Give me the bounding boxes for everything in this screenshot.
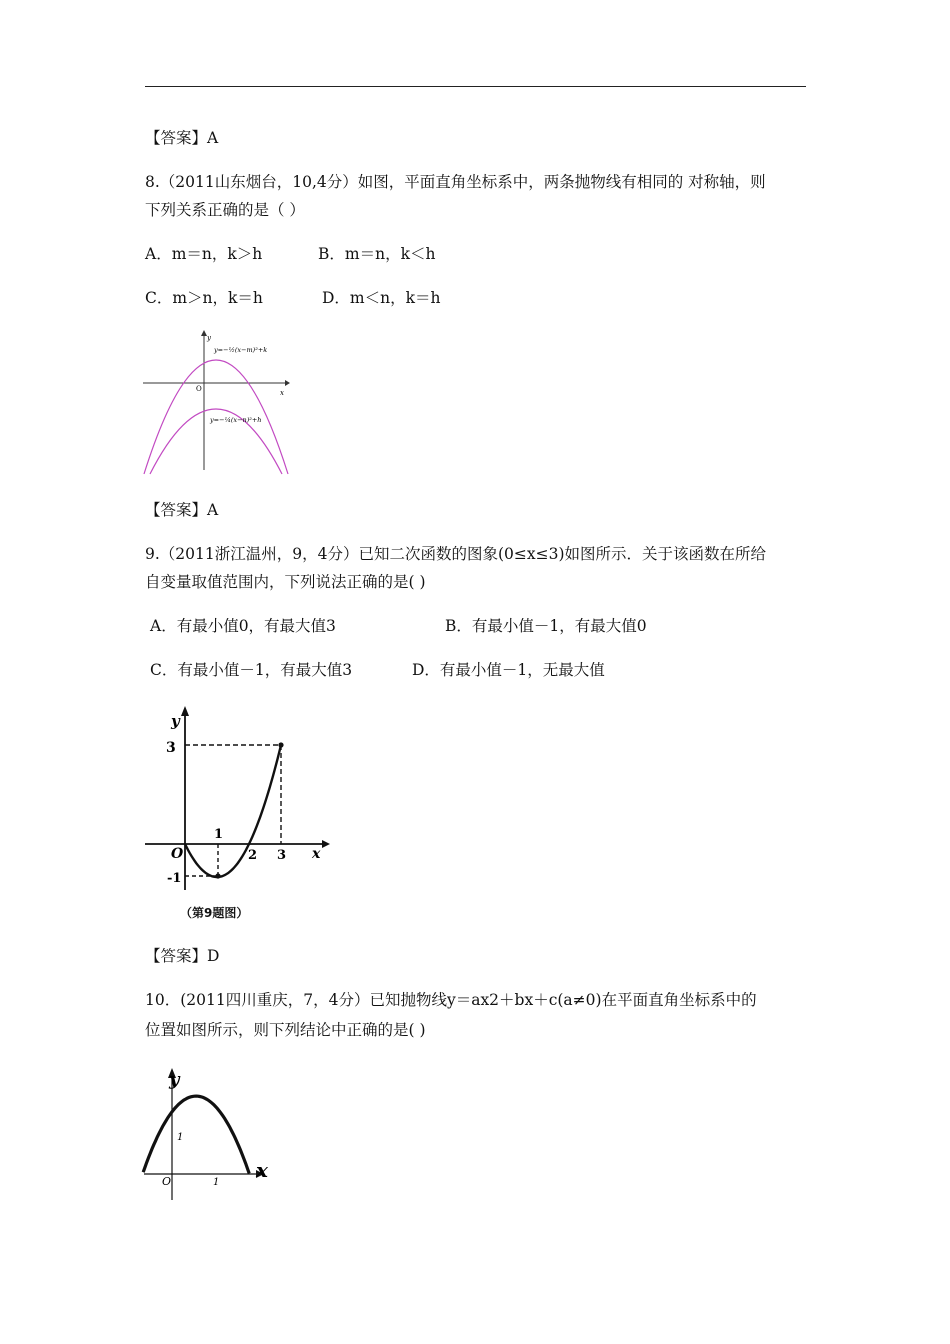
- q8-text-line1: 8.（2011山东烟台，10,4分）如图，平面直角坐标系中，两条抛物线有相同的 对称轴，则: [145, 173, 766, 191]
- x-arrow-icon: [322, 840, 330, 848]
- q9-option-d: D．有最小值－1，无最大值: [412, 661, 605, 679]
- q9-option-a: A．有最小值0，有最大值3: [150, 617, 336, 635]
- q9-figure-caption: （第9题图）: [180, 906, 249, 920]
- q8-option-c: C．m＞n，k＝h: [145, 289, 263, 307]
- q8-option-d: D．m＜n，k＝h: [322, 289, 441, 307]
- q8-text-line2: 下列关系正确的是（ ）: [145, 201, 305, 219]
- q8-curve1-label: y=−½(x−m)²+k: [214, 346, 268, 354]
- q8-curve2-label: y=−¼(x−n)²+h: [210, 416, 262, 424]
- answer-q7: 【答案】A: [145, 129, 219, 147]
- answer-q8: 【答案】A: [145, 501, 219, 519]
- q8-figure: [140, 328, 300, 478]
- q9-tick-x1: 1: [214, 827, 224, 842]
- q10-origin-label: O: [162, 1175, 172, 1188]
- q10-text-line2: 位置如图所示，则下列结论中正确的是( ): [145, 1021, 426, 1039]
- q9-end-point: [278, 742, 283, 747]
- q8-x-label: x: [280, 389, 284, 397]
- q10-parabola: [143, 1096, 249, 1173]
- q8-option-a: A．m＝n，k＞h: [145, 245, 263, 263]
- q10-y-label: y: [169, 1069, 180, 1090]
- q9-origin-label: O: [171, 846, 184, 862]
- answer-q9: 【答案】D: [145, 947, 220, 965]
- q10-tick-y1: 1: [177, 1132, 184, 1143]
- q9-tick-y3: 3: [166, 740, 176, 756]
- q8-y-label: y: [207, 334, 211, 342]
- q10-x-label: x: [256, 1158, 268, 1182]
- q9-tick-ym1: -1: [167, 871, 182, 886]
- x-arrow-icon: [285, 380, 290, 386]
- q8-option-b: B．m＝n，k＜h: [318, 245, 436, 263]
- q9-tick-x3: 3: [277, 848, 287, 863]
- q9-vertex-point: [215, 873, 220, 878]
- header-rule: [145, 86, 806, 87]
- q9-figure: [140, 700, 340, 900]
- q9-tick-x2: 2: [248, 848, 258, 863]
- q9-x-label: x: [312, 846, 321, 862]
- q9-parabola: [185, 745, 281, 877]
- q10-tick-x1: 1: [213, 1177, 220, 1188]
- q9-text-line1: 9.（2011浙江温州，9，4分）已知二次函数的图象(0≤x≤3)如图所示．关于该函数在所给: [145, 545, 766, 563]
- q10-figure: [140, 1064, 290, 1204]
- q9-y-label: y: [171, 712, 180, 730]
- q8-origin-label: O: [196, 385, 202, 393]
- y-arrow-icon: [181, 706, 189, 716]
- q9-option-c: C．有最小值－1，有最大值3: [150, 661, 353, 679]
- q10-text-line1: 10．(2011四川重庆，7，4分）已知抛物线y＝ax2＋bx＋c(a≠0)在平面直角坐标系中的: [145, 991, 757, 1009]
- q9-text-line2: 自变量取值范围内，下列说法正确的是( ): [145, 573, 426, 591]
- q9-option-b: B．有最小值－1，有最大值0: [445, 617, 647, 635]
